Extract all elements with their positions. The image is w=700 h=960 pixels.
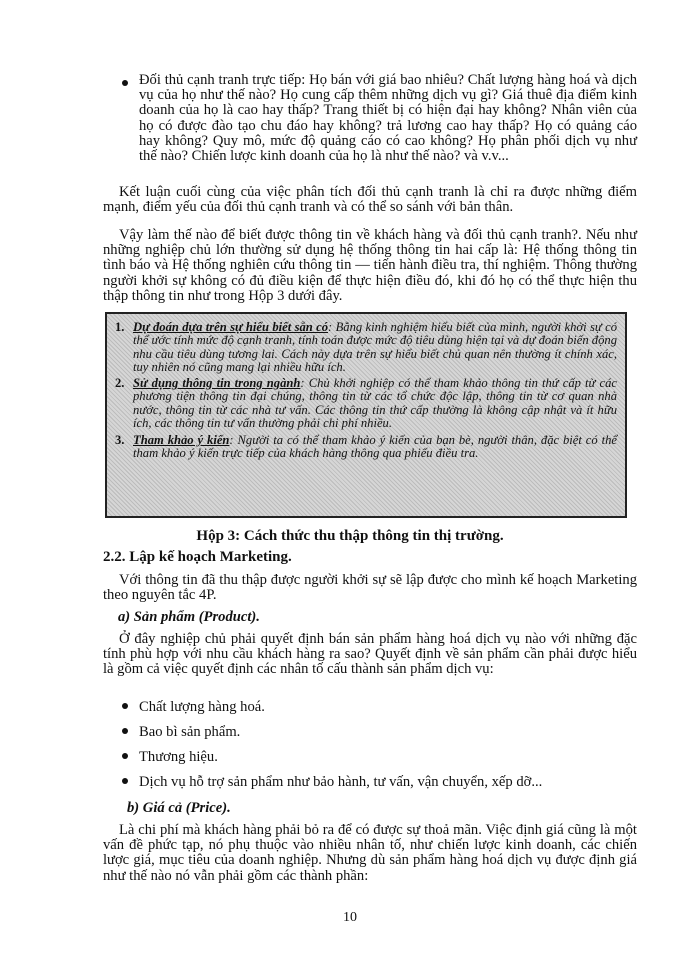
list-item: Dịch vụ hỗ trợ sản phẩm như bảo hành, tư vấn, vận chuyển, xếp dỡ... [139, 774, 543, 790]
box-item-number: 1. [115, 320, 125, 334]
box-item [115, 321, 617, 375]
box-item-heading: Dự đoán dựa trên sự hiểu biết sẵn có [133, 320, 329, 334]
box-item-body: : Bằng kinh nghiệm hiểu biết của mình, người khởi sự có thể ước tính mức độ cạnh tranh, tính toán được mức độ tiêu dùng hiện tại và dự đoán biến động nhu cầu tiêu dùng tương lai. Cách này dựa trên sự hiểu biết chủ quan nên thường ít chính xác, tuy nhiên nó cũng mang lại nhiều hữu ích. [133, 320, 618, 375]
box-item-heading: Tham khảo ý kiến [133, 433, 230, 447]
bullet-icon [122, 753, 128, 759]
box-item-number: 3. [115, 433, 125, 447]
box-item-body: : Chủ khởi nghiệp có thể tham khảo thông tin thứ cấp từ các phương tiện thông tin đại chúng, thông tin từ các tổ chức độc lập, thông tin từ cơ quan nhà nước, thông tin từ các nhà tư vấn. Các thông tin thứ cấp thường là không cập nhật và ít hữu ích, các thông tin tư vấn thường phải chi phí nhiều. [133, 376, 617, 431]
bullet-icon [122, 778, 128, 784]
paragraph-4p: Với thông tin đã thu thập được người khởi sự sẽ lập được cho mình kế hoạch Marketing theo nguyên tắc 4P. [103, 572, 637, 604]
list-item: Bao bì sản phẩm. [139, 724, 241, 740]
bullet-icon [122, 728, 128, 734]
subheading-product: a) Sản phẩm (Product). [118, 609, 260, 625]
box-item [115, 434, 617, 461]
competitor-bullet: Đối thủ cạnh tranh trực tiếp: Họ bán với giá bao nhiêu? Chất lượng hàng hoá và dịch vụ của họ như thế nào? Họ cung cấp thêm những dịch vụ gì? Giá thuê địa điểm kinh doanh của họ là cao hay thấp? Trang thiết bị có hiện đại hay không? Nhân viên của họ có được đào tạo chu đáo hay không? trả lương cao hay thấp? Họ có quảng cáo hay không? Quy mô, mức độ quảng cáo có cao không? Họ phân phối dịch vụ như thế nào? Chiến lược kinh doanh của họ là như thế nào? và v.v... [139, 72, 637, 165]
subheading-price: b) Giá cả (Price). [127, 800, 231, 816]
section-title: 2.2. Lập kế hoạch Marketing. [103, 549, 292, 565]
box-item-body: : Người ta có thể tham khảo ý kiến của bạn bè, người thân, đặc biệt có thể tham khảo ý kiến trực tiếp của khách hàng thông qua phiếu điều tra. [133, 433, 617, 461]
box-item-heading: Sử dụng thông tin trong ngành [133, 376, 301, 390]
paragraph-price: Là chi phí mà khách hàng phải bỏ ra để có được sự thoả mãn. Việc định giá cũng là một vấn đề phức tạp, nó phụ thuộc vào nhiều nhân tố, như chiến lược kinh doanh, các chiến lược giá, mục tiêu của doanh nghiệp. Nhưng dù sản phẩm hàng hoá dịch vụ được định giá như thế nào nó vẫn phải gồm các thành phần: [103, 822, 637, 884]
bullet-icon [122, 80, 128, 86]
paragraph-information-methods: Vậy làm thế nào để biết được thông tin về khách hàng và đối thủ cạnh tranh?. Nếu như những nghiệp chủ lớn thường sử dụng hệ thống thông tin hai cấp là: Hệ thống thông tin tình báo và Hệ thống nghiên cứu thông tin — tiến hành điều tra, thí nghiệm. Thông thường người khởi sự không có đủ điều kiện để thực hiện điều đó, khi đó họ có thể thực hiện thu thập thông tin như trong Hộp 3 dưới đây. [103, 227, 637, 304]
list-item: Chất lượng hàng hoá. [139, 699, 265, 715]
list-item: Thương hiệu. [139, 749, 218, 765]
bullet-icon [122, 703, 128, 709]
paragraph-product: Ở đây nghiệp chủ phải quyết định bán sản phẩm hàng hoá dịch vụ nào với những đặc tính phù hợp với nhu cầu khách hàng ra sao? Quyết định về sản phẩm cần phải được hiểu là gồm cả việc quyết định các nhân tố cấu thành sản phẩm dịch vụ: [103, 631, 637, 678]
info-collection-box [105, 312, 627, 518]
box-item [115, 377, 617, 431]
page-number: 10 [343, 910, 357, 925]
box-caption: Hộp 3: Cách thức thu thập thông tin thị trường. [196, 528, 504, 544]
paragraph-conclusion: Kết luận cuối cùng của việc phân tích đối thủ cạnh tranh là chỉ ra được những điểm mạnh, điểm yếu của đối thủ cạnh tranh và có thể so sánh với bản thân. [103, 184, 637, 216]
box-item-number: 2. [115, 376, 125, 390]
